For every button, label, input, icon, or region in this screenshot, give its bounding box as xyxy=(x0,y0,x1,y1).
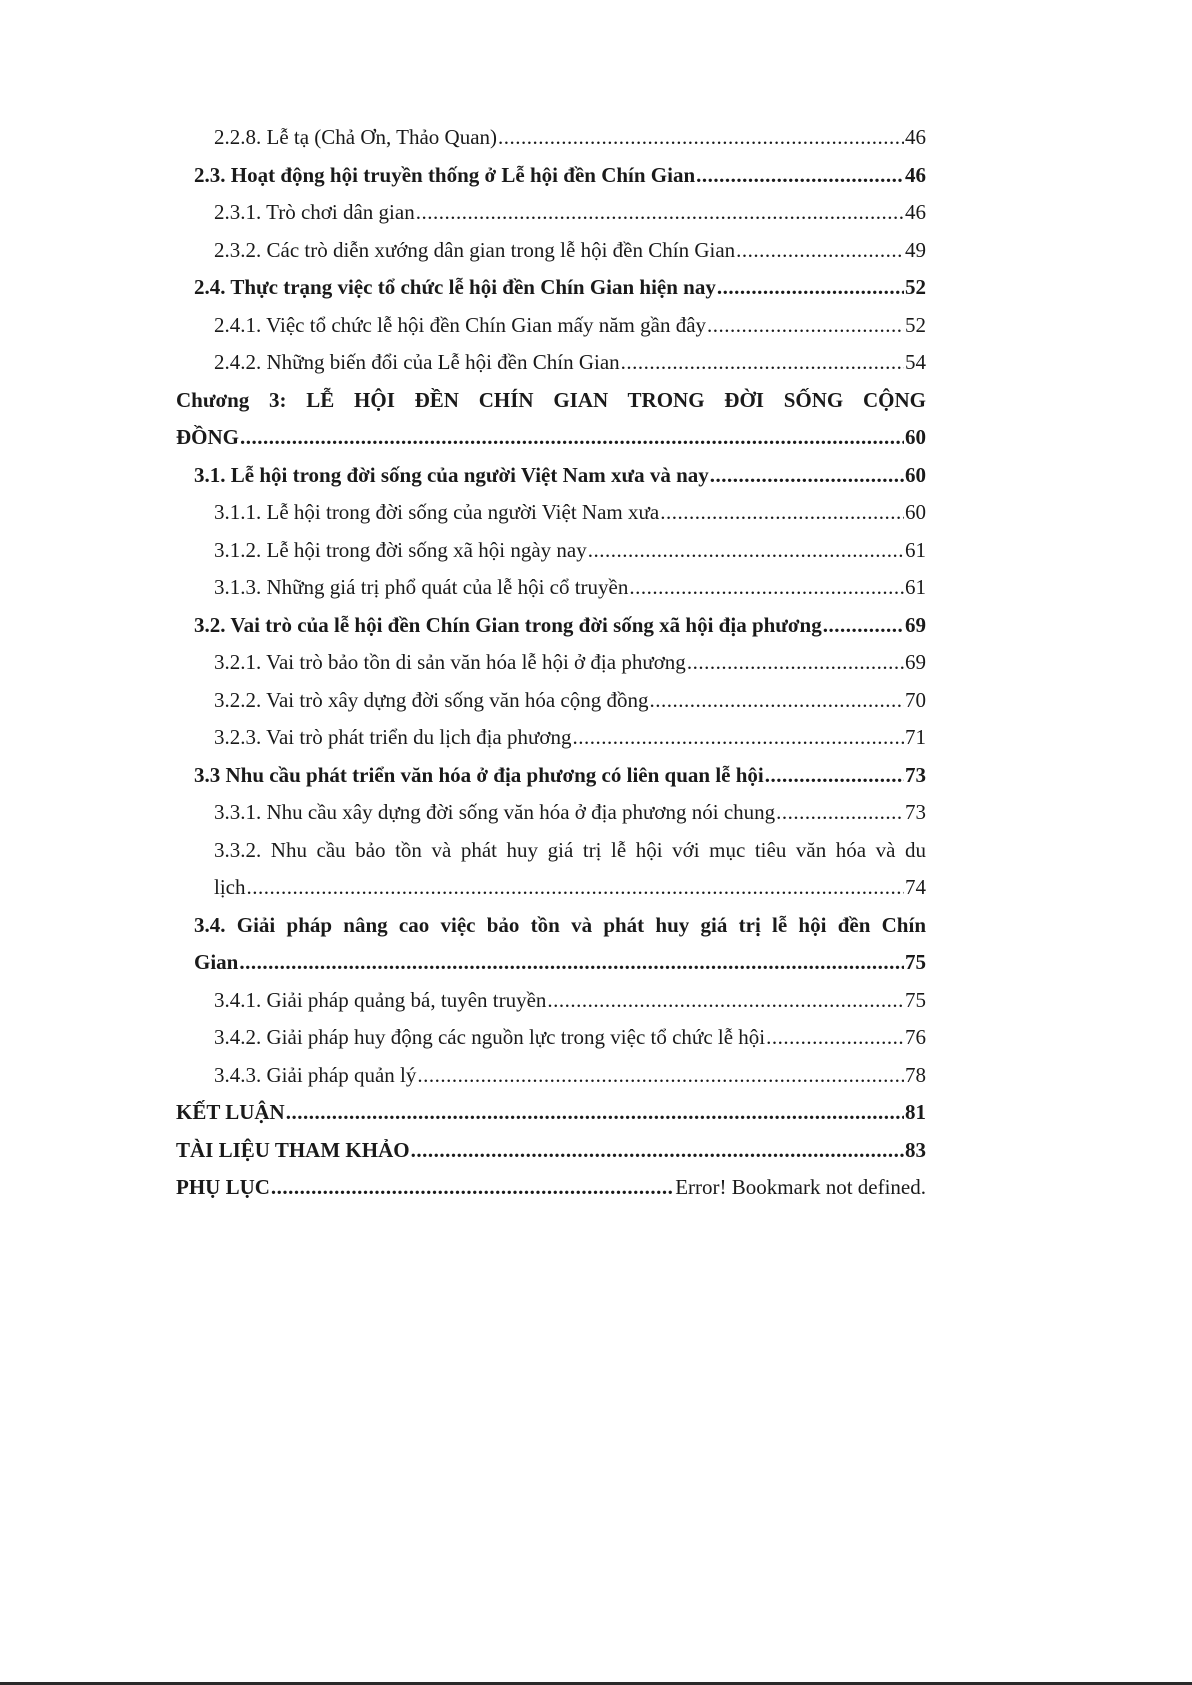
toc-entry[interactable] xyxy=(176,532,926,570)
toc-entry-title: lịch xyxy=(214,875,246,899)
toc-entry-title: 3.1.1. Lễ hội trong đời sống của người Việt Nam xưa xyxy=(214,500,660,524)
toc-entry[interactable] xyxy=(176,1132,926,1170)
toc-leader-dots xyxy=(776,794,904,832)
toc-entry-title: 2.2.8. Lễ tạ (Chả Ơn, Thảo Quan) xyxy=(214,125,498,149)
toc-entry-title: 2.4. Thực trạng việc tổ chức lễ hội đền Chín Gian hiện nay xyxy=(194,275,716,299)
toc-page-number: Error! Bookmark not defined. xyxy=(675,1175,926,1199)
toc-page-number: 73 xyxy=(905,800,926,824)
toc-page-number: 75 xyxy=(905,987,926,1012)
toc-entry-title: 3.3.1. Nhu cầu xây dựng đời sống văn hóa ở địa phương nói chung xyxy=(214,800,776,824)
toc-entry[interactable] xyxy=(176,944,926,982)
toc-leader-dots xyxy=(660,494,904,532)
toc-page-number: 81 xyxy=(905,1100,926,1124)
toc-leader-dots xyxy=(572,719,904,757)
toc-leader-dots xyxy=(687,644,904,682)
toc-entry[interactable] xyxy=(176,569,926,607)
toc-page-number: 46 xyxy=(905,162,926,187)
toc-entry[interactable] xyxy=(176,307,926,345)
toc-page-number: 61 xyxy=(905,575,926,599)
toc-leader-dots xyxy=(411,1132,904,1170)
toc-entry[interactable] xyxy=(176,719,926,757)
toc-entry[interactable] xyxy=(176,1169,926,1207)
toc-entry-title: 2.3.2. Các trò diễn xướng dân gian trong lễ hội đền Chín Gian xyxy=(214,237,736,262)
toc-leader-dots xyxy=(247,869,905,907)
toc-page-number: 75 xyxy=(905,950,926,974)
toc-entry-title: PHỤ LỤC xyxy=(176,1175,270,1199)
toc-entry-title: 2.3. Hoạt động hội truyền thống ở Lễ hội đền Chín Gian xyxy=(194,162,696,187)
toc-entry-3-3-2-line1[interactable]: 3.3.2. Nhu cầu bảo tồn và phát huy giá trị lễ hội với mục tiêu văn hóa và du xyxy=(214,837,926,862)
toc-leader-dots xyxy=(498,119,904,157)
table-of-contents xyxy=(176,119,926,1207)
toc-page-number: 60 xyxy=(905,462,926,487)
toc-entry-title: 3.2.1. Vai trò bảo tồn di sản văn hóa lễ hội ở địa phương xyxy=(214,650,686,674)
toc-entry[interactable] xyxy=(176,644,926,682)
toc-entry[interactable] xyxy=(176,982,926,1020)
toc-page-number: 61 xyxy=(905,537,926,562)
toc-leader-dots xyxy=(649,682,904,720)
toc-entry-title: 3.4.3. Giải pháp quản lý xyxy=(214,1062,417,1087)
toc-entry-title: 3.1.3. Những giá trị phổ quát của lễ hội cổ truyền xyxy=(214,575,629,599)
toc-entry-title: Gian xyxy=(194,950,239,974)
toc-entry-title: TÀI LIỆU THAM KHẢO xyxy=(176,1137,410,1162)
toc-entry[interactable] xyxy=(176,794,926,832)
toc-leader-dots xyxy=(766,1019,904,1057)
toc-leader-dots xyxy=(736,232,904,270)
toc-leader-dots xyxy=(417,1057,904,1095)
toc-entry[interactable] xyxy=(176,494,926,532)
toc-page-number: 69 xyxy=(905,650,926,674)
toc-entry-3-4-line1[interactable]: 3.4. Giải pháp nâng cao việc bảo tồn và phát huy giá trị lễ hội đền Chín xyxy=(194,912,926,937)
toc-leader-dots xyxy=(765,757,904,795)
toc-entry[interactable] xyxy=(176,194,926,232)
toc-page-number: 69 xyxy=(905,612,926,637)
toc-entry-title: 3.4.2. Giải pháp huy động các nguồn lực trong việc tổ chức lễ hội xyxy=(214,1025,766,1049)
toc-page-number: 83 xyxy=(905,1137,926,1162)
toc-entry-title: 3.1.2. Lễ hội trong đời sống xã hội ngày nay xyxy=(214,537,587,562)
toc-page-number: 52 xyxy=(905,275,926,299)
toc-entry[interactable] xyxy=(176,344,926,382)
toc-entry-title: 3.3 Nhu cầu phát triển văn hóa ở địa phương có liên quan lễ hội xyxy=(194,762,764,787)
toc-entry[interactable] xyxy=(176,419,926,457)
toc-entry[interactable] xyxy=(176,1019,926,1057)
toc-entry[interactable] xyxy=(176,757,926,795)
toc-page-number: 70 xyxy=(905,687,926,712)
toc-leader-dots xyxy=(547,982,904,1020)
toc-entry[interactable] xyxy=(176,232,926,270)
toc-leader-dots xyxy=(621,344,904,382)
toc-page-number: 76 xyxy=(905,1025,926,1049)
toc-leader-dots xyxy=(710,457,904,495)
toc-page-number: 73 xyxy=(905,762,926,787)
toc-leader-dots xyxy=(416,194,904,232)
toc-entry[interactable] xyxy=(176,1057,926,1095)
toc-leader-dots xyxy=(696,157,904,195)
toc-leader-dots xyxy=(240,419,904,457)
toc-entry[interactable] xyxy=(176,157,926,195)
toc-page-number: 54 xyxy=(905,350,926,374)
toc-leader-dots xyxy=(239,944,904,982)
toc-entry-title: 3.2. Vai trò của lễ hội đền Chín Gian trong đời sống xã hội địa phương xyxy=(194,612,822,637)
toc-page-number: 78 xyxy=(905,1062,926,1087)
toc-entry[interactable] xyxy=(176,682,926,720)
toc-entry-title: 2.4.1. Việc tổ chức lễ hội đền Chín Gian mấy năm gần đây xyxy=(214,312,707,337)
toc-entry-title: ĐỒNG xyxy=(176,425,239,449)
toc-entry[interactable] xyxy=(176,869,926,907)
toc-entry[interactable] xyxy=(176,119,926,157)
toc-entry-title: KẾT LUẬN xyxy=(176,1100,285,1124)
toc-page-number: 74 xyxy=(905,875,926,899)
toc-entry-title: 2.3.1. Trò chơi dân gian xyxy=(214,200,415,224)
toc-entry[interactable] xyxy=(176,607,926,645)
toc-entry[interactable] xyxy=(176,457,926,495)
toc-leader-dots xyxy=(286,1094,904,1132)
toc-entry-title: 3.1. Lễ hội trong đời sống của người Việt Nam xưa và nay xyxy=(194,462,709,487)
toc-entry[interactable] xyxy=(176,269,926,307)
toc-entry[interactable] xyxy=(176,1094,926,1132)
toc-entry-title: 3.2.3. Vai trò phát triển du lịch địa phương xyxy=(214,725,572,749)
toc-entry-title: 3.2.2. Vai trò xây dựng đời sống văn hóa cộng đồng xyxy=(214,687,649,712)
toc-entry-title: 2.4.2. Những biến đổi của Lễ hội đền Chín Gian xyxy=(214,350,620,374)
toc-page-number: 46 xyxy=(905,125,926,149)
toc-leader-dots xyxy=(823,607,904,645)
toc-leader-dots xyxy=(707,307,904,345)
toc-page-number: 60 xyxy=(905,425,926,449)
toc-page-number: 71 xyxy=(905,725,926,749)
toc-leader-dots xyxy=(717,269,904,307)
toc-page-number: 52 xyxy=(905,312,926,337)
toc-page-number: 60 xyxy=(905,500,926,524)
toc-page-number: 49 xyxy=(905,237,926,262)
toc-leader-dots xyxy=(629,569,904,607)
toc-entry-title: 3.4.1. Giải pháp quảng bá, tuyên truyền xyxy=(214,987,547,1012)
toc-leader-dots xyxy=(588,532,904,570)
toc-page-number: 46 xyxy=(905,200,926,224)
toc-leader-dots xyxy=(271,1169,674,1207)
toc-entry-chapter-3-line1[interactable]: Chương 3: LỄ HỘI ĐỀN CHÍN GIAN TRONG ĐỜI SỐNG CỘNG xyxy=(176,387,926,412)
